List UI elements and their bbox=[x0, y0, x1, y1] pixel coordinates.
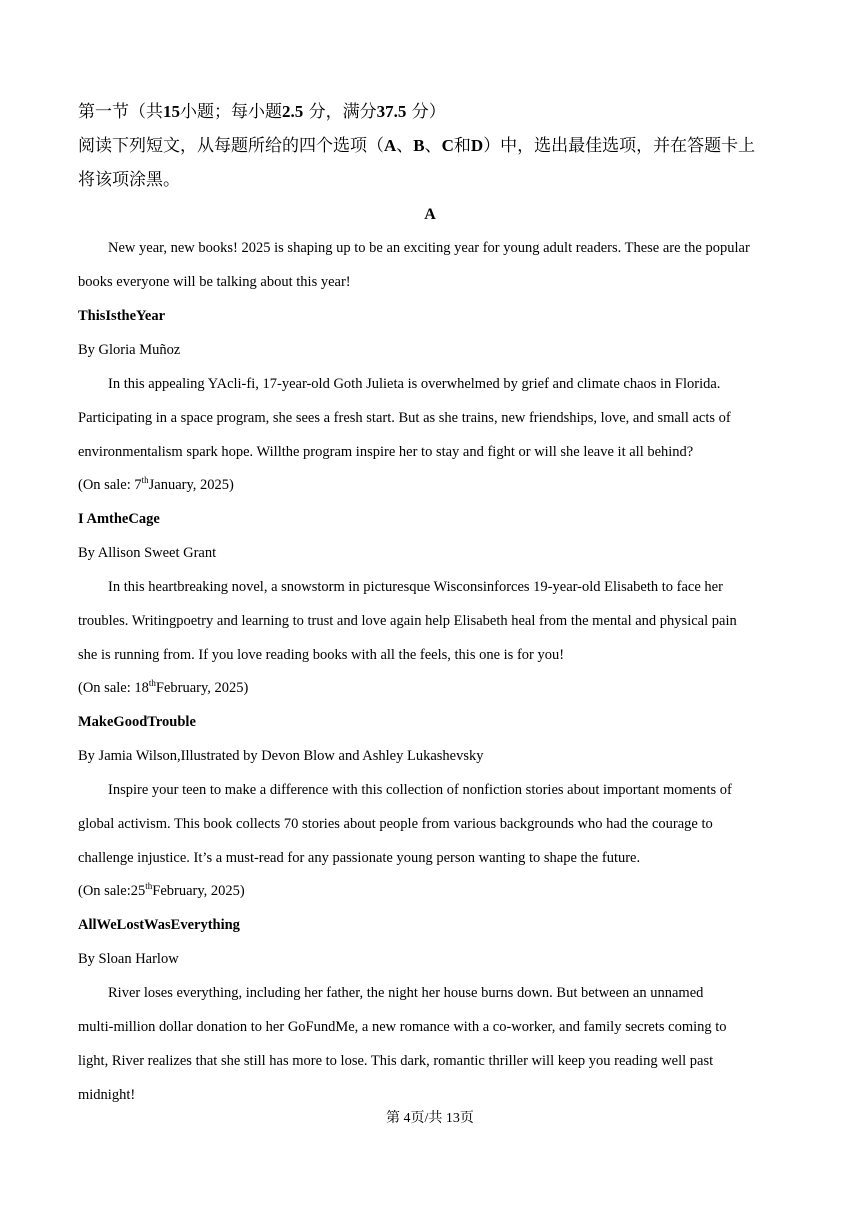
sale-date-text: (On sale: 18 bbox=[78, 680, 149, 696]
book-description-line: midnight! bbox=[78, 1087, 136, 1103]
section-header bbox=[78, 100, 446, 124]
page-footer: 第 4页/共 13页 bbox=[386, 1111, 474, 1126]
intro-line-1: New year, new books! 2025 is shaping up to be an exciting year for young adult readers. These are the popular bbox=[108, 240, 750, 256]
section-header-text: 第一节（共 bbox=[78, 102, 163, 122]
option-c: C bbox=[441, 136, 454, 155]
instructions-text: 阅读下列短文，从每题所给的四个选项（ bbox=[78, 136, 384, 156]
instructions-text: ）中，选出最佳选项，并在答题卡上 bbox=[483, 136, 756, 156]
book-description-line: Inspire your teen to make a difference with this collection of nonfiction stories about important moments of bbox=[108, 782, 732, 798]
passage-label: A bbox=[424, 206, 436, 223]
section-header-text: 小题；每小题 bbox=[180, 102, 282, 122]
book-sale-date bbox=[78, 678, 248, 698]
points-per-question: 2.5 bbox=[282, 102, 304, 121]
book-author: By Allison Sweet Grant bbox=[78, 545, 217, 561]
book-title: MakeGoodTrouble bbox=[78, 714, 196, 730]
separator: 、 bbox=[424, 136, 442, 156]
book-author: By Sloan Harlow bbox=[78, 951, 179, 967]
section-header-text: 分，满分 bbox=[303, 102, 377, 122]
book-description-line: global activism. This book collects 70 stories about people from various backgrounds who had the courage to bbox=[78, 816, 713, 832]
instructions-line-1 bbox=[78, 134, 755, 158]
book-description-line: light, River realizes that she still has more to lose. This dark, romantic thriller will keep you reading well past bbox=[78, 1053, 714, 1069]
section-header-text: 分） bbox=[406, 102, 446, 122]
separator: 和 bbox=[453, 136, 471, 156]
book-sale-date bbox=[78, 881, 245, 901]
option-a: A bbox=[384, 136, 397, 155]
book-description-line: Participating in a space program, she sees a fresh start. But as she trains, new friendships, love, and small acts of bbox=[78, 410, 731, 426]
book-description-line: challenge injustice. It’s a must-read for any passionate young person wanting to shape the future. bbox=[78, 850, 641, 866]
sale-date-text: (On sale:25 bbox=[78, 883, 146, 899]
book-description-line: River loses everything, including her father, the night her house burns down. But between an unnamed bbox=[108, 985, 704, 1001]
ordinal-suffix: th bbox=[145, 881, 153, 892]
sale-date-text: February, 2025) bbox=[155, 680, 249, 696]
book-title: AllWeLostWasEverything bbox=[78, 917, 240, 933]
book-description-line: In this appealing YAcli-fi, 17-year-old Goth Julieta is overwhelmed by grief and climate chaos in Florida. bbox=[108, 376, 721, 392]
book-sale-date bbox=[78, 475, 234, 495]
book-description-line: In this heartbreaking novel, a snowstorm in picturesque Wisconsinforces 19-year-old Elisabeth to face her bbox=[108, 579, 723, 595]
book-description-line: environmentalism spark hope. Willthe program inspire her to stay and fight or will she leave it all behind? bbox=[78, 444, 694, 460]
sale-date-text: February, 2025) bbox=[152, 883, 245, 899]
book-author: By Jamia Wilson,Illustrated by Devon Blow and Ashley Lukashevsky bbox=[78, 748, 484, 764]
book-title: ThisIstheYear bbox=[78, 308, 166, 324]
option-b: B bbox=[413, 136, 425, 155]
book-title: I AmtheCage bbox=[78, 511, 160, 527]
ordinal-suffix: th bbox=[148, 678, 156, 689]
option-d: D bbox=[470, 136, 484, 155]
total-points: 37.5 bbox=[376, 102, 407, 121]
separator: 、 bbox=[396, 136, 414, 156]
sale-date-text: January, 2025) bbox=[148, 477, 234, 493]
intro-line-2: books everyone will be talking about this year! bbox=[78, 274, 351, 290]
sale-date-text: (On sale: 7 bbox=[78, 477, 142, 493]
book-description-line: she is running from. If you love reading books with all the feels, this one is for you! bbox=[78, 647, 565, 663]
book-description-line: troubles. Writingpoetry and learning to trust and love again help Elisabeth heal from the mental and physical pain bbox=[78, 613, 737, 629]
instructions-line-2: 将该项涂黑。 bbox=[78, 170, 180, 190]
ordinal-suffix: th bbox=[141, 475, 149, 486]
book-description-line: multi-million dollar donation to her GoFundMe, a new romance with a co-worker, and family secrets coming to bbox=[78, 1019, 727, 1035]
book-author: By Gloria Muñoz bbox=[78, 342, 181, 358]
question-count: 15 bbox=[163, 102, 180, 121]
